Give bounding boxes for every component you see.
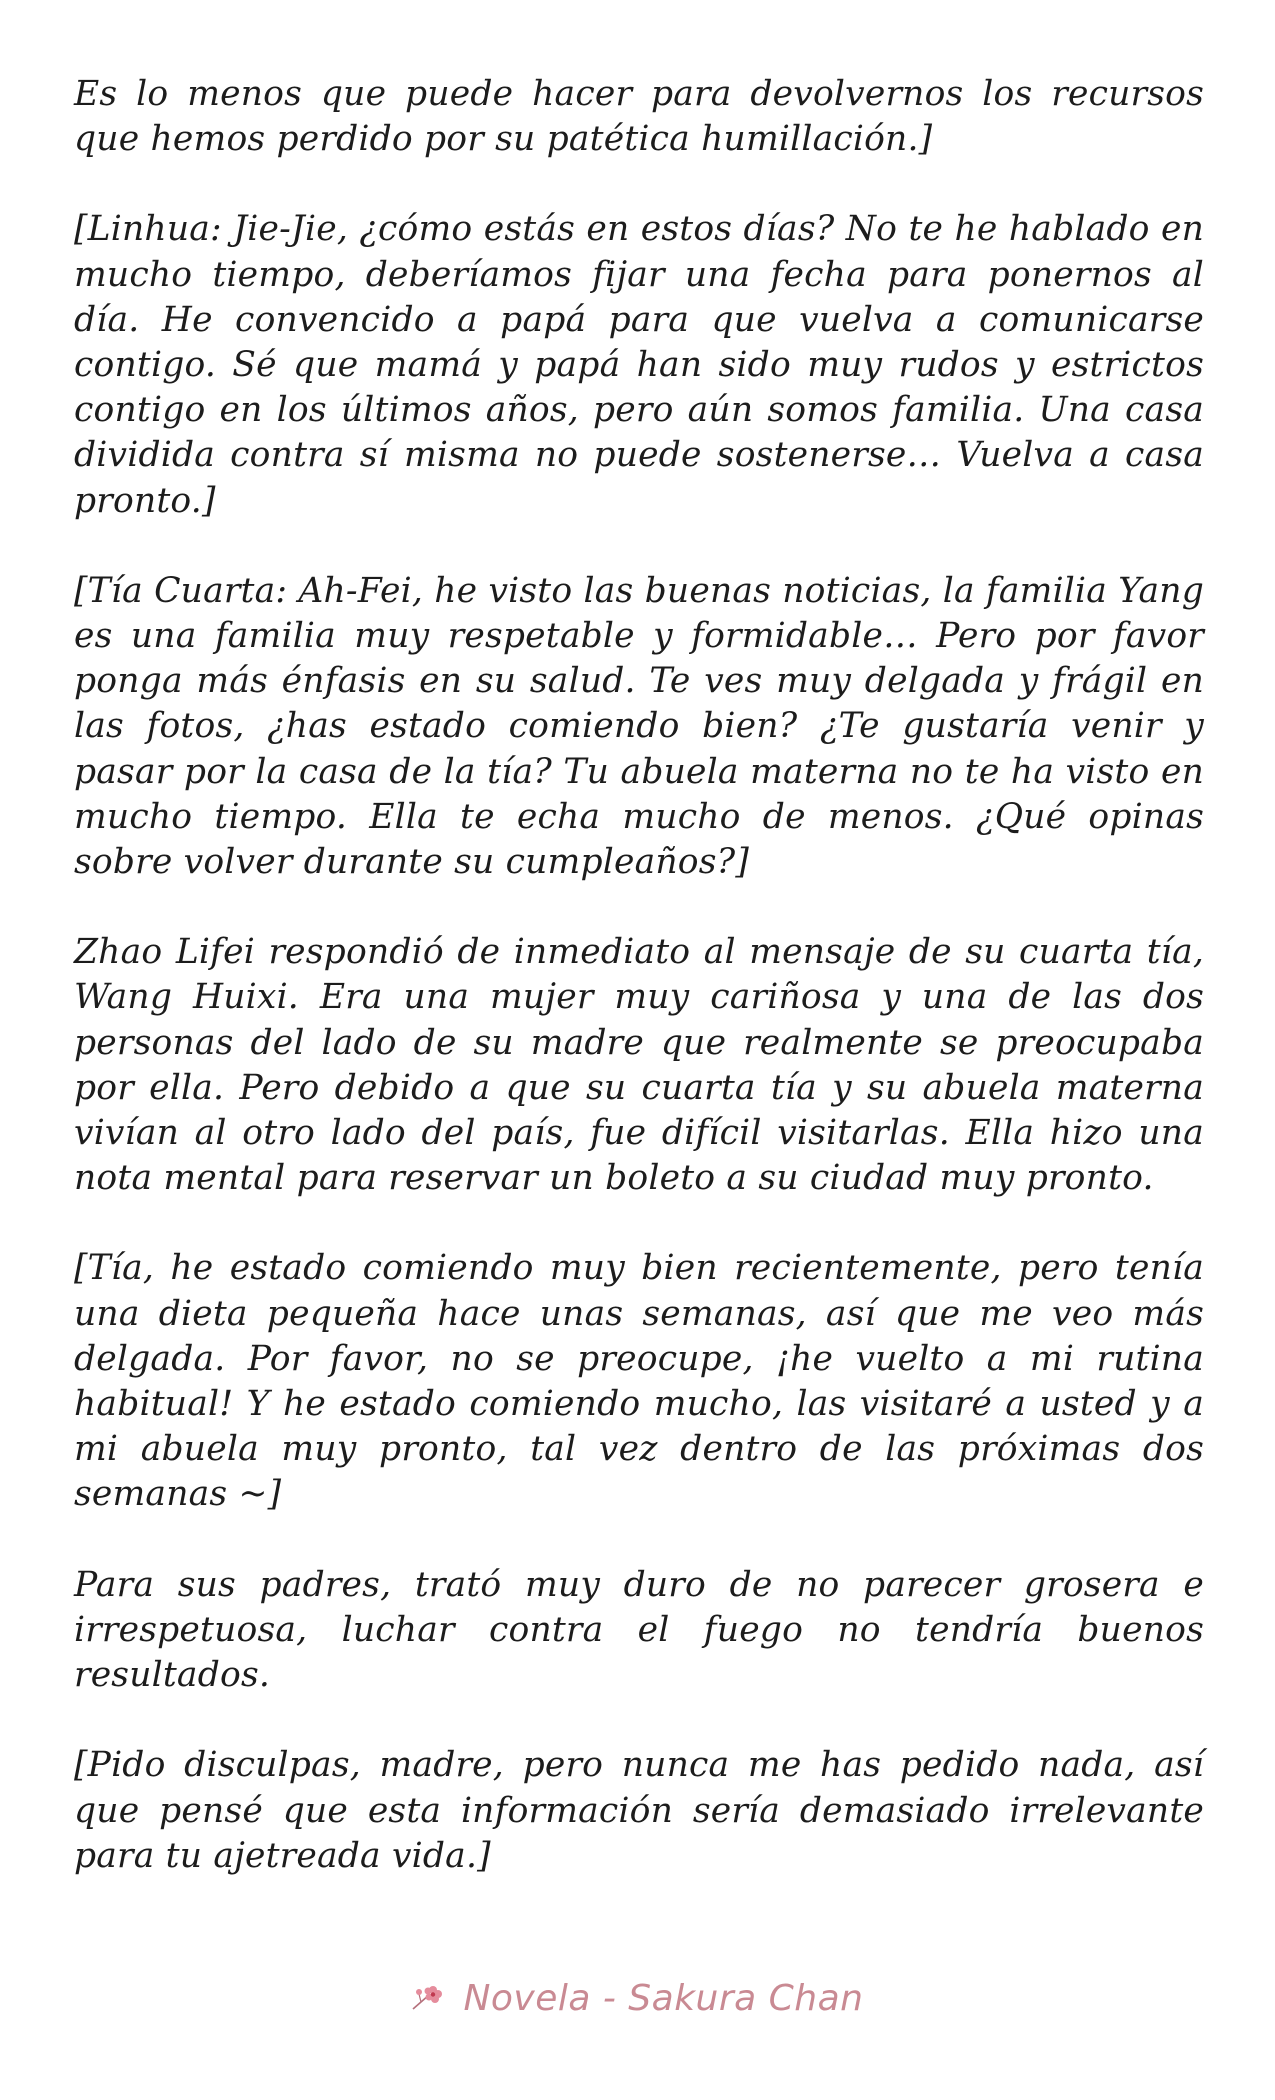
paragraph-2: [Linhua: Jie-Jie, ¿cómo estás en estos días? No te he hablado en mucho tiempo, deberíamos fijar una fecha para ponernos al día. He convencido a papá para que vuelva a comunicarse contigo. Sé que mamá y papá han sido muy rudos y estrictos contigo en los últimos años, pero aún somos familia. Una casa dividida contra sí misma no puede sostenerse… Vuelva a casa pronto.] (74, 209, 1204, 521)
document-body (74, 72, 1204, 1924)
watermark (0, 1978, 1275, 2021)
paragraph-5: [Tía, he estado comiendo muy bien recientemente, pero tenía una dieta pequeña hace unas semanas, así que me veo más delgada. Por favor, no se preocupe, ¡he vuelto a mi rutina habitual! Y he estado comiendo mucho, las visitaré a usted y a mi abuela muy pronto, tal vez dentro de las próximas dos semanas ~] (74, 1248, 1204, 1515)
watermark-text: Novela - Sakura Chan (463, 1978, 864, 2019)
paragraph-7: [Pido disculpas, madre, pero nunca me has pedido nada, así que pensé que esta información sería demasiado irrelevante para tu ajetreada vida.] (74, 1745, 1204, 1876)
paragraph-6: Para sus padres, trató muy duro de no parecer grosera e irrespetuosa, luchar contra el fuego no tendría buenos resultados. (74, 1564, 1204, 1696)
paragraph-3: [Tía Cuarta: Ah-Fei, he visto las buenas noticias, la familia Yang es una familia muy respetable y formidable… Pero por favor ponga más énfasis en su salud. Te ves muy delgada y frágil en las fotos, ¿has estado comiendo bien? ¿Te gustaría venir y pasar por la casa de la tía? Tu abuela materna no te ha visto en mucho tiempo. Ella te echa mucho de menos. ¿Qué opinas sobre volver durante su cumpleaños?] (74, 570, 1204, 883)
cherry-blossom-icon (411, 1980, 445, 2021)
paragraph-1: Es lo menos que puede hacer para devolvernos los recursos que hemos perdido por su patética humillación.] (74, 74, 1204, 160)
paragraph-4: Zhao Lifei respondió de inmediato al mensaje de su cuarta tía, Wang Huixi. Era una mujer muy cariñosa y una de las dos personas del lado de su madre que realmente se preocupaba por ella. Pero debido a que su cuarta tía y su abuela materna vivían al otro lado del país, fue difícil visitarlas. Ella hizo una nota mental para reservar un boleto a su ciudad muy pronto. (74, 932, 1204, 1199)
